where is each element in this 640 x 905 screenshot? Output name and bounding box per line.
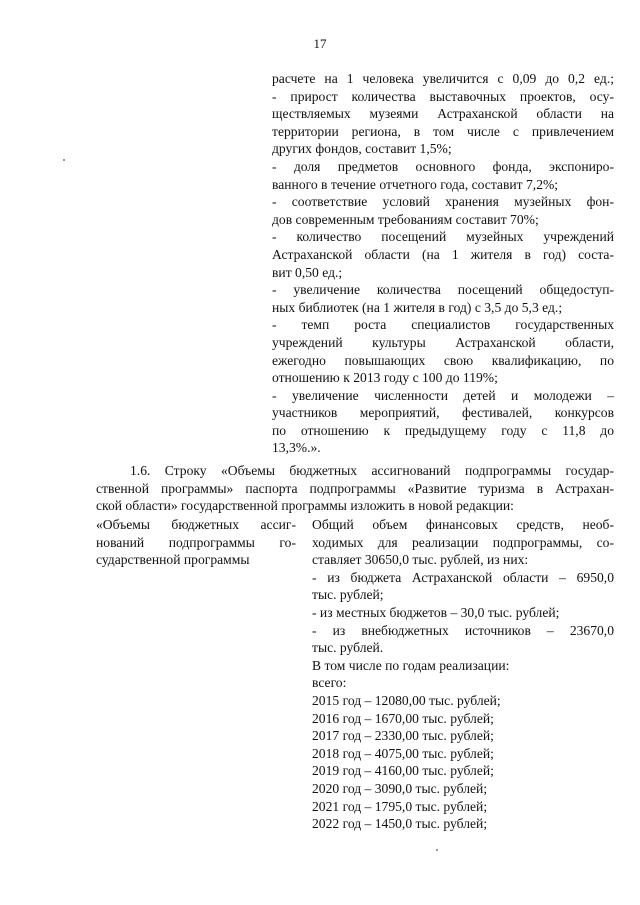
text-line: ственной программы» паспорта подпрограммы «Развитие туризма в Астрахан- (96, 480, 614, 496)
text-line: ванного в течение отчетного года, составит 7,2%; (272, 176, 559, 192)
text-line: Общий объем финансовых средств, необ- (312, 517, 614, 532)
page-number: 17 (313, 36, 327, 51)
text-line: ществляемых музеями Астраханской области на (272, 106, 614, 122)
text-line: - доля предметов основного фонда, экспониро- (272, 158, 614, 174)
text-line: - из бюджета Астраханской области – 6950,0 (312, 569, 614, 585)
text-line: - увеличение количества посещений общедоступ- (272, 282, 614, 298)
text-line: - прирост количества выставочных проектов, осу- (272, 88, 614, 104)
year-row: 2021 год – 1795,0 тыс. рублей; (312, 798, 488, 814)
text-line: других фондов, составит 1,5%; (272, 141, 452, 157)
text-line: 1.6. Строку «Объемы бюджетных ассигнований подпрограммы государ- (130, 463, 614, 478)
scan-speck (436, 849, 438, 851)
text-line: сударственной программы (96, 552, 250, 568)
text-line: Астраханской области (на 1 жителя в год) соста- (272, 246, 614, 262)
year-row: 2015 год – 12080,00 тыс. рублей; (312, 692, 501, 708)
text-line: - темп роста специалистов государственных (272, 317, 614, 333)
text-line: ходимых для реализации подпрограммы, со- (312, 534, 614, 550)
text-line: расчете на 1 человека увеличится с 0,09 до 0,2 ед.; (272, 71, 614, 86)
table-row-label-cell (96, 516, 296, 569)
year-row: 2017 год – 2330,00 тыс. рублей; (312, 728, 494, 744)
text-line: отношению к 2013 году с 100 до 119%; (272, 370, 498, 386)
year-row: 2019 год – 4160,00 тыс. рублей; (312, 763, 494, 779)
text-line: - увеличение численности детей и молодежи – (272, 387, 614, 403)
text-line: «Объемы бюджетных ассиг- (96, 517, 296, 532)
year-row: 2022 год – 1450,0 тыс. рублей; (312, 816, 488, 832)
scan-speck (63, 159, 65, 161)
text-line: - количество посещений музейных учреждений (272, 229, 614, 245)
text-line: участников мероприятий, фестивалей, конкурсов (272, 405, 614, 421)
text-line: ской области» государственной программы изложить в новой редакции: (96, 498, 514, 514)
year-row: 2020 год – 3090,0 тыс. рублей; (312, 780, 488, 796)
text-line: - из внебюджетных источников – 23670,0 (312, 622, 614, 638)
text-line: тыс. рублей; (312, 587, 384, 603)
text-line: дов современным требованиям составит 70%; (272, 211, 539, 227)
text-line: всего: (312, 675, 347, 691)
table-row-value-cell (312, 516, 614, 833)
text-line: ставляет 30650,0 тыс. рублей, из них: (312, 552, 529, 568)
text-line: 13,3%.». (272, 440, 321, 456)
text-line: ных библиотек (на 1 жителя в год) с 3,5 до 5,3 ед.; (272, 299, 563, 315)
year-row: 2016 год – 1670,00 тыс. рублей; (312, 710, 494, 726)
indicators-list (272, 70, 614, 457)
text-line: территории региона, в том числе с привлечением (272, 123, 614, 139)
text-line: вит 0,50 ед.; (272, 264, 343, 280)
text-line: учреждений культуры Астраханской области, (272, 334, 614, 350)
text-line: ежегодно повышающих свою квалификацию, по (272, 352, 614, 368)
text-line: по отношению к предыдущему году с 11,8 до (272, 422, 614, 438)
text-line: - соответствие условий хранения музейных фон- (272, 194, 614, 210)
text-line: тыс. рублей. (312, 640, 384, 656)
text-line: нований подпрограммы го- (96, 534, 296, 550)
section-1-6-paragraph (96, 462, 614, 515)
text-line: В том числе по годам реализации: (312, 657, 510, 673)
text-line: - из местных бюджетов – 30,0 тыс. рублей; (312, 604, 560, 620)
year-row: 2018 год – 4075,00 тыс. рублей; (312, 745, 494, 761)
